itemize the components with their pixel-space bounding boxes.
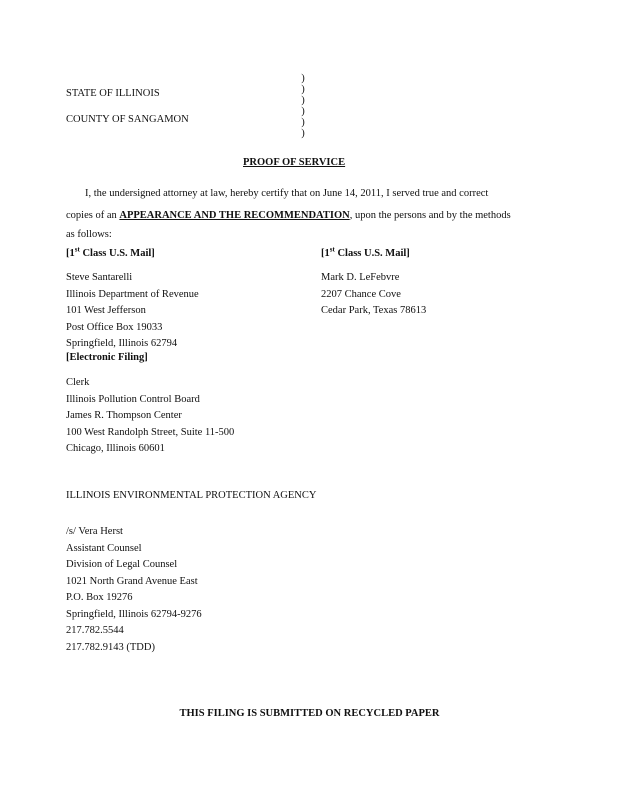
address-line: Clerk (66, 377, 90, 388)
signature-line: 217.782.9143 (TDD) (66, 641, 155, 653)
method-electronic: [Electronic Filing] (66, 352, 148, 363)
intro-line-3: as follows: (66, 229, 112, 240)
address-line: Springfield, Illinois 62794 (66, 338, 178, 349)
intro-line-2 (66, 210, 511, 222)
address-clerk (66, 377, 234, 460)
method-right-open: [1 (321, 248, 330, 259)
signature-line: 1021 North Grand Avenue East (66, 575, 198, 587)
method-left-open: [1 (66, 248, 75, 259)
intro-line-2-post: , upon the persons and by the methods (349, 210, 511, 221)
caption-paren: ) (301, 128, 305, 139)
caption-paren: ) (301, 95, 305, 106)
address-right (321, 272, 426, 322)
address-line: James R. Thompson Center (66, 410, 182, 421)
address-line: Chicago, Illinois 60601 (66, 443, 165, 454)
address-line: 100 West Randolph Street, Suite 11-500 (66, 426, 235, 438)
address-line: 101 West Jefferson (66, 305, 146, 316)
intro-line-1: I, the undersigned attorney at law, hereby certify that on June 14, 2011, I served true and correct (85, 188, 489, 199)
intro-document-names: APPEARANCE AND THE RECOMMENDATION (119, 210, 350, 221)
method-left (66, 245, 155, 260)
caption-paren: ) (301, 73, 305, 84)
intro-line-2-pre: copies of an (66, 210, 120, 221)
caption-parens (298, 73, 308, 139)
method-right-rest: Class U.S. Mail] (334, 248, 410, 259)
address-line: Illinois Pollution Control Board (66, 393, 200, 405)
signature-line: 217.782.5544 (66, 625, 124, 636)
method-left-sup: st (74, 245, 80, 254)
address-line: 2207 Chance Cove (321, 288, 401, 300)
caption-paren: ) (301, 117, 305, 128)
signature-block (66, 526, 202, 658)
recycled-paper-notice: THIS FILING IS SUBMITTED ON RECYCLED PAPER (179, 708, 440, 719)
signature-line: /s/ Vera Herst (66, 526, 123, 537)
method-right-sup: st (329, 245, 335, 254)
caption-state: STATE OF ILLINOIS (66, 88, 160, 99)
caption-county: COUNTY OF SANGAMON (66, 114, 189, 125)
address-line: Post Office Box 19033 (66, 321, 163, 333)
address-line: Steve Santarelli (66, 272, 133, 283)
method-right (321, 245, 410, 260)
signature-line: P.O. Box 19276 (66, 592, 133, 603)
address-left (66, 272, 199, 355)
signature-line: Springfield, Illinois 62794-9276 (66, 608, 202, 620)
method-left-rest: Class U.S. Mail] (79, 248, 155, 259)
signature-line: Assistant Counsel (66, 542, 142, 554)
address-line: Cedar Park, Texas 78613 (321, 305, 427, 316)
caption-paren: ) (301, 106, 305, 117)
address-line: Illinois Department of Revenue (66, 288, 199, 300)
caption-paren: ) (301, 84, 305, 95)
address-line: Mark D. LeFebvre (321, 272, 400, 283)
agency-name: ILLINOIS ENVIRONMENTAL PROTECTION AGENCY (66, 490, 317, 501)
document-title: PROOF OF SERVICE (243, 157, 346, 168)
signature-line: Division of Legal Counsel (66, 559, 178, 570)
